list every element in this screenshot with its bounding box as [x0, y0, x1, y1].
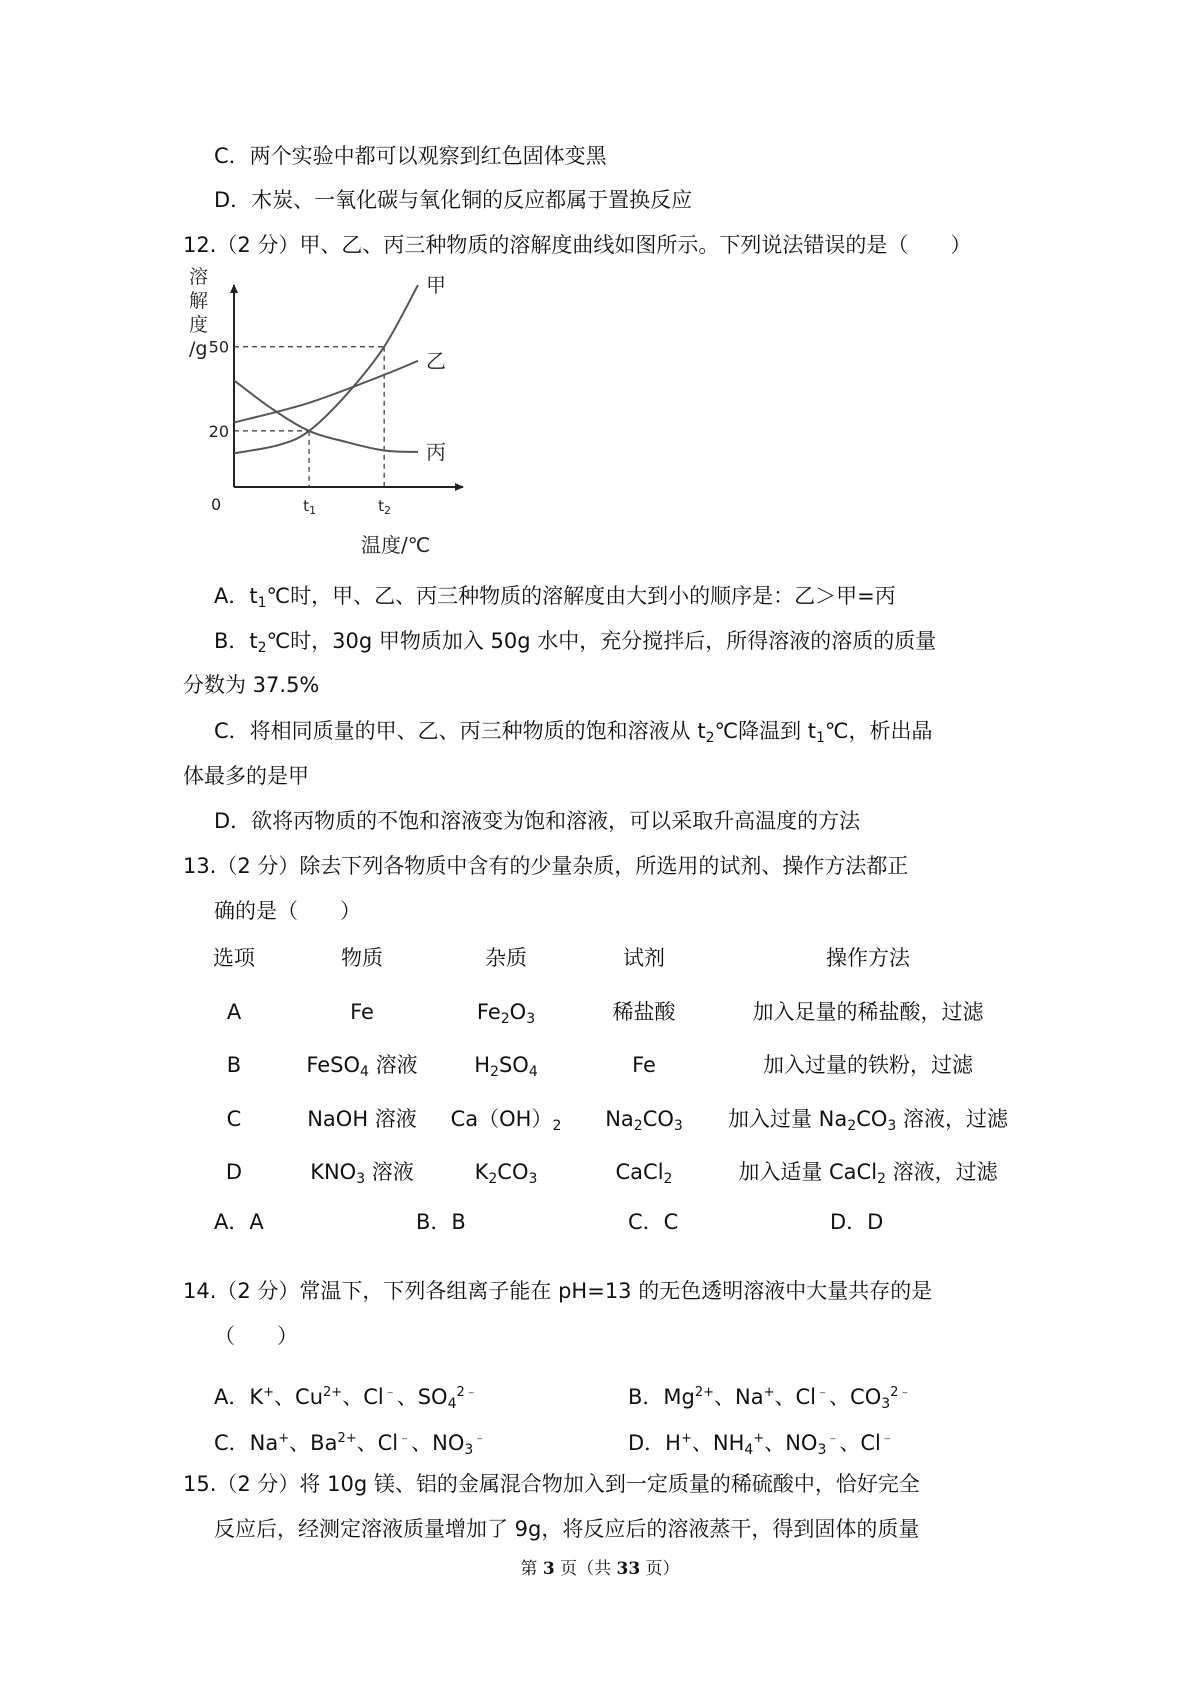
q13-answer-a: A．A	[214, 1210, 264, 1234]
table-cell: D	[225, 1160, 243, 1184]
page-total: 33	[616, 1559, 641, 1579]
axis-tick-labels	[209, 338, 391, 517]
q14-stem: 14.（2 分）常温下，下列各组离子能在 pH=13 的无色透明溶液中大量共存的是	[183, 1279, 933, 1303]
q12-option-d: D．欲将丙物质的不饱和溶液变为饱和溶液，可以采取升高温度的方法	[214, 809, 861, 833]
q13-answer-c: C．C	[628, 1210, 679, 1234]
table-cell: 加入过量 $Na_2CO_3$ 溶液，过滤	[728, 1107, 1008, 1134]
table-cell: Fe	[632, 1053, 656, 1077]
x-axis-label: 温度/℃	[361, 533, 431, 557]
table-cell: FeSO$_4$ 溶液	[306, 1053, 418, 1080]
table-cell: NaOH 溶液	[307, 1107, 417, 1131]
table-cell: C	[226, 1107, 242, 1131]
series-curves	[234, 273, 446, 464]
table-cell: $Ca(OH)_2$	[450, 1107, 562, 1134]
q13-stem: 13.（2 分）除去下列各物质中含有的少量杂质，所选用的试剂、操作方法都正	[183, 854, 909, 878]
y-axis-label-char: 解	[189, 290, 209, 312]
q15-stem: 15.（2 分）将 10g 镁、铝的金属混合物加入到一定质量的稀硫酸中，恰好完全	[183, 1472, 920, 1496]
table-cell: $Fe_2O_3$	[476, 1000, 536, 1027]
table-header: 杂质	[485, 946, 527, 970]
x-tick-label: $t_2$	[378, 497, 392, 517]
table-cell: 加入过量的铁粉，过滤	[763, 1053, 973, 1077]
series-line	[234, 361, 418, 423]
table-header: 试剂	[623, 946, 665, 970]
y-axis-label	[189, 266, 208, 360]
q11-option-c: C．两个实验中都可以观察到红色固体变黑	[214, 144, 607, 168]
origin-label: 0	[211, 495, 222, 514]
table-cell: 加入足量的稀盐酸，过滤	[752, 1000, 984, 1024]
table-header: 操作方法	[826, 946, 910, 970]
q15-stem-cont: 反应后，经测定溶液质量增加了 9g，将反应后的溶液蒸干，得到固体的质量	[214, 1517, 920, 1541]
page-footer: 第 3 页（共 33 页）	[520, 1559, 680, 1579]
series-label: 丙	[425, 439, 446, 464]
y-tick-label: 50	[208, 337, 229, 357]
table-cell: $KNO_3$ 溶液	[310, 1160, 414, 1187]
q12-option-b-cont: 分数为 37.5%	[183, 673, 320, 697]
table-cell: CaCl$_2$	[615, 1160, 673, 1187]
q14-option-d: D．H+、$NH_4^+$、$NO_3^﹣$、Cl﹣	[628, 1431, 894, 1458]
x-tick-label: $t_1$	[303, 497, 316, 517]
series-label: 甲	[425, 273, 446, 297]
table-cell: 加入适量 CaCl$_2$ 溶液，过滤	[738, 1160, 998, 1187]
series-label: 乙	[425, 348, 446, 373]
solubility-chart	[183, 265, 473, 565]
q12-option-c: C．将相同质量的甲、乙、丙三种物质的饱和溶液从 $t_2℃$降温到 $t_1℃$，析出晶	[214, 719, 933, 746]
q12-option-b: B．$t_2℃$时，30g 甲物质加入 50g 水中，充分搅拌后，所得溶液的溶质的质量	[214, 629, 937, 656]
q12-option-a: A．$t_1℃$时，甲、乙、丙三种物质的溶解度由大到小的顺序是：乙＞甲=丙	[214, 584, 896, 611]
q14-option-c: C．Na+、$Ba^{2+}$、Cl﹣、$NO_3^﹣$	[214, 1431, 487, 1458]
y-axis-label-char: 度	[189, 314, 209, 336]
q12-option-c-cont: 体最多的是甲	[183, 764, 309, 788]
y-tick-label: 20	[208, 421, 229, 441]
table-cell: A	[226, 1000, 242, 1024]
q12-stem: 12.（2 分）甲、乙、丙三种物质的溶解度曲线如图所示。下列说法错误的是（ ）	[183, 233, 972, 257]
y-axis-label-char: 溶	[189, 266, 209, 288]
table-cell: B	[226, 1053, 242, 1077]
q11-option-d: D．木炭、一氧化碳与氧化铜的反应都属于置换反应	[214, 188, 693, 212]
q13-answer-d: D．D	[830, 1210, 884, 1234]
table-header: 物质	[341, 946, 383, 970]
q14-stem-cont: （ ）	[214, 1324, 298, 1348]
table-header: 选项	[213, 946, 255, 970]
page-number: 3	[542, 1559, 555, 1579]
table-cell: $K_2CO_3$	[474, 1160, 538, 1187]
q14-option-a: A．K+、$Cu^{2+}$、Cl﹣、$SO_4^{2﹣}$	[214, 1385, 478, 1412]
table-cell: $Na_2CO_3$	[605, 1107, 683, 1134]
q14-option-b: B．$Mg^{2+}$、Na+、Cl﹣、$CO_3^{2﹣}$	[628, 1385, 912, 1412]
series-line	[234, 285, 418, 453]
table-cell: Fe	[350, 1000, 374, 1024]
q13-answer-b: B．B	[416, 1210, 466, 1234]
table-cell: $H_2SO_4$	[474, 1053, 538, 1080]
table-cell: 稀盐酸	[612, 1000, 676, 1024]
q13-stem-cont: 确的是（ ）	[214, 899, 361, 923]
y-axis-label-char: /g	[189, 338, 208, 360]
